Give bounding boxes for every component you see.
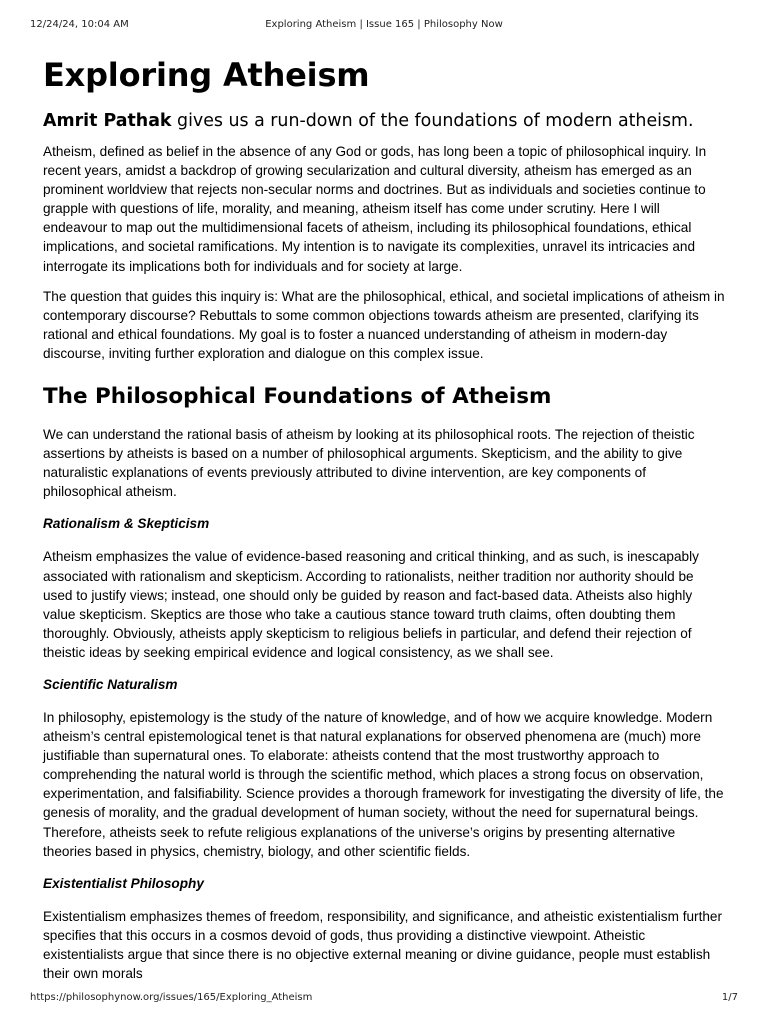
- print-page-number: 1/7: [721, 992, 738, 1003]
- standfirst-text: gives us a run-down of the foundations of modern atheism.: [171, 111, 694, 131]
- article-title: Exploring Atheism: [43, 56, 370, 94]
- print-url: https://philosophynow.org/issues/165/Exploring_Atheism: [30, 992, 313, 1003]
- print-datetime: 12/24/24, 10:04 AM: [30, 19, 129, 30]
- article: [43, 55, 725, 994]
- subsection-paragraph: Atheism emphasizes the value of evidence-based reasoning and critical thinking, and as such, is inescapably associated with rationalism and skepticism. According to rationalists, neither tradition nor authority should be used to justify views; instead, one should only be guided by reason and fact-based data. Atheists also highly value skepticism. Skeptics are those who take a cautious stance toward truth claims, often doubting them thoroughly. Obviously, atheists apply skepticism to religious beliefs in particular, and defend their rejection of theistic ideas by seeking empirical evidence and logical consistency, as we shall see.: [43, 549, 699, 660]
- subsection-heading: Existentialist Philosophy: [43, 875, 204, 891]
- print-page-title: Exploring Atheism | Issue 165 | Philosophy Now: [265, 19, 503, 30]
- section-intro-paragraph: We can understand the rational basis of atheism by looking at its philosophical roots. The rejection of theistic assertions by atheists is based on a number of philosophical arguments. Skepticism, and the ability to give naturalistic explanations of events previously attributed to divine intervention, are key components of philosophical atheism.: [43, 427, 695, 500]
- subsection-heading: Scientific Naturalism: [43, 676, 178, 692]
- section-heading: The Philosophical Foundations of Atheism: [43, 384, 552, 410]
- intro-paragraph: The question that guides this inquiry is: What are the philosophical, ethical, and societal implications of atheism in contemporary discourse? Rebuttals to some common objections towards atheism are presented, clarifying its rational and ethical foundations. My goal is to foster a nuanced understanding of atheism in modern-day discourse, inviting further exploration and dialogue on this complex issue.: [43, 288, 725, 361]
- subsection-paragraph: Existentialism emphasizes themes of freedom, responsibility, and significance, and atheistic existentialism further specifies that this occurs in a cosmos devoid of gods, thus providing a distinctive viewpoint. Atheistic existentialists argue that since there is no objective external meaning or divine guidance, people must establish their own morals: [43, 908, 722, 981]
- print-footer: [0, 992, 768, 1006]
- subsection-heading: Rationalism & Skepticism: [43, 516, 210, 532]
- standfirst: [43, 109, 725, 133]
- print-header: [0, 19, 768, 33]
- author-name: Amrit Pathak: [43, 111, 172, 131]
- intro-paragraph: Atheism, defined as belief in the absence of any God or gods, has long been a topic of philosophical inquiry. In recent years, amidst a backdrop of growing secularization and cultural diversity, atheism has emerged as an prominent worldview that rejects non-secular norms and doctrines. But as individuals and societies continue to grapple with questions of life, morality, and meaning, atheism itself has come under scrutiny. Here I will endeavour to map out the multidimensional facets of atheism, including its philosophical foundations, ethical implications, and societal ramifications. My intention is to navigate its complexities, unravel its intricacies and interrogate its implications both for individuals and for society at large.: [43, 144, 707, 274]
- subsection-paragraph: In philosophy, epistemology is the study of the nature of knowledge, and of how we acquire knowledge. Modern atheism’s central epistemological tenet is that natural explanations for observed phenomena are (much) more justifiable than supernatural ones. To elaborate: atheists contend that the most trustworthy approach to comprehending the natural world is through the scientific method, which places a strong focus on observation, experimentation, and falsifiability. Science provides a thorough framework for investigating the diversity of life, the genesis of morality, and the gradual development of human society, without the need for supernatural beings. Therefore, atheists seek to refute religious explanations of the universe’s origins by presenting alternative theories based in physics, chemistry, biology, and other scientific fields.: [43, 709, 724, 859]
